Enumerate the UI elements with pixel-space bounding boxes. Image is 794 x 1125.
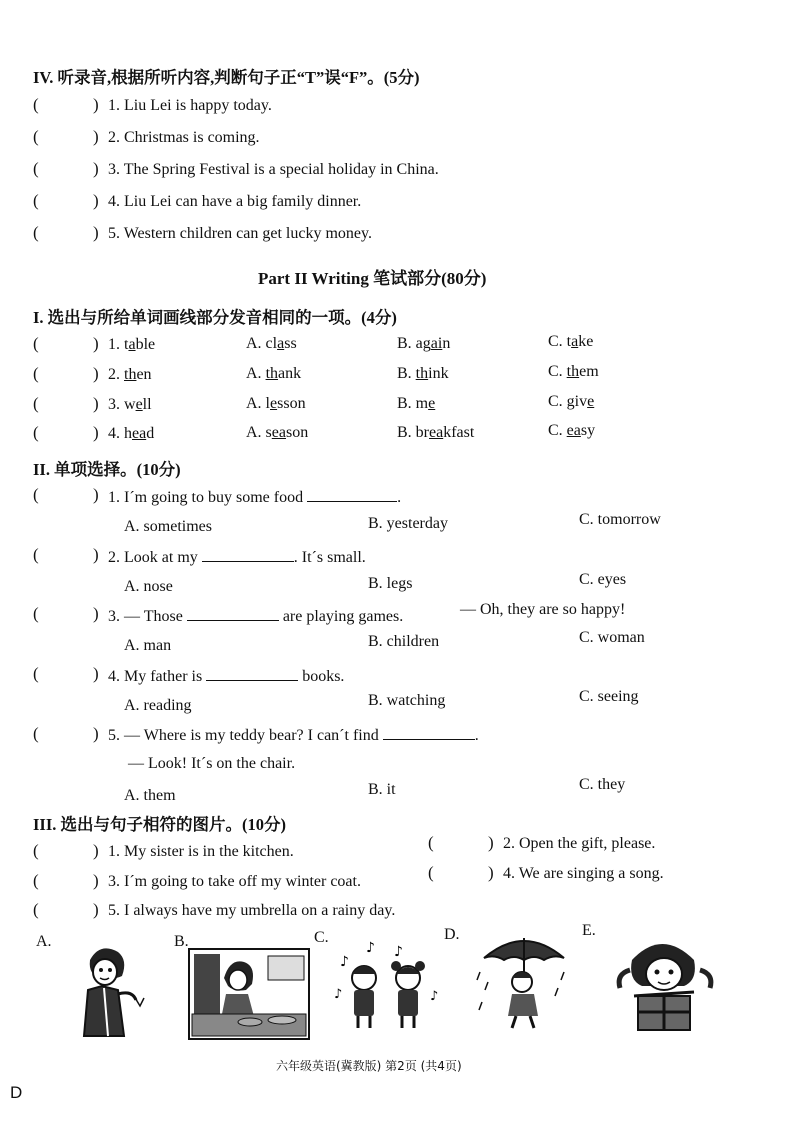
option-a[interactable]: A. reading bbox=[124, 697, 192, 714]
option-b[interactable]: B. again bbox=[397, 335, 451, 352]
answer-paren[interactable]: ( bbox=[33, 545, 39, 564]
underlined-sound: ea bbox=[132, 425, 147, 442]
answer-paren-close: ) bbox=[93, 95, 99, 114]
answer-paren-close: ) bbox=[488, 833, 494, 852]
underlined-sound: a bbox=[571, 333, 579, 350]
answer-paren-close: ) bbox=[93, 191, 99, 210]
picture-label-e: E. bbox=[582, 922, 596, 939]
answer-paren-close: ) bbox=[93, 159, 99, 178]
picture-label-a: A. bbox=[36, 933, 52, 950]
option-a[interactable]: A. class bbox=[246, 335, 297, 352]
underlined-sound: ea bbox=[271, 424, 286, 441]
answer-paren-close: ) bbox=[93, 423, 99, 442]
underlined-sound: a bbox=[128, 336, 136, 353]
answer-paren-close: ) bbox=[93, 223, 99, 242]
picture-e-gift-illustration[interactable] bbox=[610, 930, 720, 1034]
answer-paren[interactable]: ( bbox=[33, 127, 39, 146]
answer-paren[interactable]: ( bbox=[33, 394, 39, 413]
pronunciation-word: 4. head bbox=[108, 425, 155, 442]
listening-item-2: 2. Christmas is coming. bbox=[108, 129, 260, 146]
answer-paren[interactable]: ( bbox=[428, 863, 434, 882]
picture-item-1: 1. My sister is in the kitchen. bbox=[108, 843, 294, 860]
option-c[interactable]: C. they bbox=[579, 776, 626, 793]
answer-paren[interactable]: ( bbox=[33, 900, 39, 919]
question-1 bbox=[108, 487, 401, 507]
option-a[interactable]: A. thank bbox=[246, 365, 302, 382]
option-c[interactable]: C. easy bbox=[548, 422, 596, 439]
answer-paren[interactable]: ( bbox=[33, 485, 39, 504]
option-b[interactable]: B. legs bbox=[368, 575, 413, 592]
option-c[interactable]: C. tomorrow bbox=[579, 511, 661, 528]
question-1-end: . bbox=[397, 489, 402, 506]
option-a[interactable]: A. nose bbox=[124, 578, 173, 595]
answer-paren-close: ) bbox=[93, 724, 99, 743]
blank-line[interactable] bbox=[206, 666, 298, 681]
blank-line[interactable] bbox=[202, 547, 294, 562]
part-ii-title: Part II Writing 笔试部分(80分) bbox=[258, 269, 487, 288]
question-3-text: 3. — Those bbox=[108, 608, 183, 625]
option-a[interactable]: A. season bbox=[246, 424, 309, 441]
answer-paren-close: ) bbox=[93, 604, 99, 623]
answer-paren-close: ) bbox=[93, 364, 99, 383]
picture-item-3: 3. I´m going to take off my winter coat. bbox=[108, 873, 361, 890]
option-c[interactable]: C. give bbox=[548, 393, 595, 410]
option-a[interactable]: A. them bbox=[124, 787, 176, 804]
answer-paren-close: ) bbox=[93, 127, 99, 146]
question-1-text: 1. I´m going to buy some food bbox=[108, 489, 304, 506]
picture-d-umbrella-illustration[interactable] bbox=[474, 928, 574, 1032]
answer-paren-close: ) bbox=[93, 841, 99, 860]
answer-paren[interactable]: ( bbox=[33, 724, 39, 743]
answer-paren-close: ) bbox=[93, 485, 99, 504]
listening-item-4: 4. Liu Lei can have a big family dinner. bbox=[108, 193, 362, 210]
music-note-icon: ♪ bbox=[366, 940, 375, 956]
answer-paren[interactable]: ( bbox=[33, 841, 39, 860]
underlined-sound: ea bbox=[429, 424, 444, 441]
option-a[interactable]: A. lesson bbox=[246, 395, 306, 412]
answer-paren-close: ) bbox=[93, 664, 99, 683]
section-iv-title: IV. 听录音,根据所听内容,判断句子正“T”误“F”。(5分) bbox=[33, 68, 420, 87]
section-ii-title: II. 单项选择。(10分) bbox=[33, 460, 181, 479]
picture-a-coat-illustration[interactable] bbox=[60, 940, 160, 1040]
option-a[interactable]: A. sometimes bbox=[124, 518, 212, 535]
underlined-sound: e bbox=[587, 393, 595, 410]
option-b[interactable]: B. yesterday bbox=[368, 515, 448, 532]
question-3 bbox=[108, 606, 403, 626]
underlined-sound: th bbox=[265, 365, 279, 382]
question-4-end: books. bbox=[302, 668, 345, 685]
listening-item-3: 3. The Spring Festival is a special holiday in China. bbox=[108, 161, 439, 178]
question-5-text: 5. — Where is my teddy bear? I can´t find bbox=[108, 727, 379, 744]
question-4 bbox=[108, 666, 344, 686]
answer-paren-close: ) bbox=[488, 863, 494, 882]
answer-paren[interactable]: ( bbox=[33, 191, 39, 210]
music-note-icon: ♪ bbox=[334, 987, 343, 1002]
underlined-sound: e bbox=[428, 395, 436, 412]
option-c[interactable]: C. take bbox=[548, 333, 594, 350]
question-5-end: . bbox=[474, 727, 479, 744]
question-3-end: are playing games. bbox=[282, 608, 404, 625]
option-c[interactable]: C. them bbox=[548, 363, 599, 380]
question-2-end: . It´s small. bbox=[293, 549, 366, 566]
picture-label-c: C. bbox=[314, 929, 329, 946]
corner-mark: D bbox=[10, 1083, 23, 1102]
answer-paren[interactable]: ( bbox=[33, 364, 39, 383]
listening-item-5: 5. Western children can get lucky money. bbox=[108, 225, 372, 242]
question-2 bbox=[108, 547, 366, 567]
option-c[interactable]: C. woman bbox=[579, 629, 645, 646]
picture-item-5: 5. I always have my umbrella on a rainy day. bbox=[108, 902, 396, 919]
option-c[interactable]: C. seeing bbox=[579, 688, 639, 705]
option-b[interactable]: B. think bbox=[397, 365, 449, 382]
answer-paren[interactable]: ( bbox=[33, 334, 39, 353]
answer-paren-close: ) bbox=[93, 900, 99, 919]
option-b[interactable]: B. it bbox=[368, 781, 396, 798]
answer-paren-close: ) bbox=[93, 394, 99, 413]
answer-paren[interactable]: ( bbox=[33, 664, 39, 683]
underlined-sound: th bbox=[124, 366, 137, 383]
underlined-sound: a bbox=[277, 335, 285, 352]
music-note-icon: ♪ bbox=[340, 954, 349, 970]
underlined-sound: e bbox=[270, 395, 278, 412]
answer-paren[interactable]: ( bbox=[33, 159, 39, 178]
pronunciation-word: 3. well bbox=[108, 396, 152, 413]
answer-paren[interactable]: ( bbox=[33, 223, 39, 242]
blank-line[interactable] bbox=[307, 487, 397, 502]
picture-item-2: 2. Open the gift, please. bbox=[503, 835, 656, 852]
underlined-sound: e bbox=[135, 396, 143, 413]
answer-paren[interactable]: ( bbox=[33, 871, 39, 890]
answer-paren[interactable]: ( bbox=[33, 95, 39, 114]
underlined-sound: th bbox=[415, 365, 429, 382]
picture-c-singing-illustration[interactable] bbox=[330, 938, 446, 1034]
option-a[interactable]: A. man bbox=[124, 637, 172, 654]
page-footer: 六年级英语(冀教版) 第2页 (共4页) bbox=[276, 1059, 462, 1073]
listening-item-1: 1. Liu Lei is happy today. bbox=[108, 97, 272, 114]
underlined-sound: th bbox=[566, 363, 580, 380]
answer-paren-close: ) bbox=[93, 871, 99, 890]
underlined-sound: ai bbox=[430, 335, 443, 352]
music-note-icon: ♪ bbox=[430, 989, 439, 1004]
answer-paren-close: ) bbox=[93, 545, 99, 564]
section-i-title: I. 选出与所给单词画线部分发音相同的一项。(4分) bbox=[33, 308, 397, 327]
option-b[interactable]: B. breakfast bbox=[397, 424, 475, 441]
option-c[interactable]: C. eyes bbox=[579, 571, 627, 588]
picture-b-kitchen-illustration[interactable] bbox=[188, 948, 310, 1040]
question-5 bbox=[108, 725, 479, 745]
section-iii-title: III. 选出与句子相符的图片。(10分) bbox=[33, 815, 287, 834]
question-3-reply: — Oh, they are so happy! bbox=[460, 601, 626, 618]
answer-paren-close: ) bbox=[93, 334, 99, 353]
picture-item-4: 4. We are singing a song. bbox=[503, 865, 664, 882]
answer-paren[interactable]: ( bbox=[428, 833, 434, 852]
pronunciation-word: 1. table bbox=[108, 336, 156, 353]
pronunciation-word: 2. then bbox=[108, 366, 152, 383]
blank-line[interactable] bbox=[383, 725, 475, 740]
picture-label-d: D. bbox=[444, 926, 460, 943]
answer-paren[interactable]: ( bbox=[33, 423, 39, 442]
option-b[interactable]: B. me bbox=[397, 395, 436, 412]
underlined-sound: ea bbox=[566, 422, 581, 439]
picture-label-b: B. bbox=[174, 933, 189, 950]
music-note-icon: ♪ bbox=[394, 944, 403, 960]
question-5-line2: — Look! It´s on the chair. bbox=[128, 755, 296, 772]
blank-line[interactable] bbox=[187, 606, 279, 621]
answer-paren[interactable]: ( bbox=[33, 604, 39, 623]
option-b[interactable]: B. watching bbox=[368, 692, 446, 709]
option-b[interactable]: B. children bbox=[368, 633, 440, 650]
question-4-text: 4. My father is bbox=[108, 668, 203, 685]
question-2-text: 2. Look at my bbox=[108, 549, 198, 566]
